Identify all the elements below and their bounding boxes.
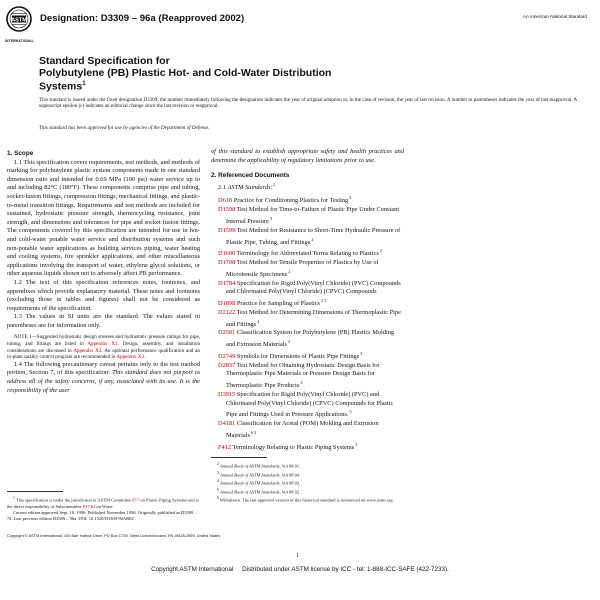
reference-code-link[interactable]: D618 [218,197,233,205]
title-line-3: Systems$^1$ [39,80,86,93]
reference-footnote-mark: 3 [354,441,358,447]
reference-code-link[interactable]: D1600 [218,250,236,258]
reference-footnote-mark: 4 [256,318,260,324]
reference-footnote-mark: 3 [348,195,352,201]
footnote-book-title: Annual Book of ASTM Standards [220,489,280,495]
designation-notice: This standard is issued under the fixed designation D3309; the number immediately following the designation indicates the year of original adoption or, in the case of revision, the year of last revision. A number in parentheses indicates the year of last reapproval. A superscript epsilon (ε) indicates an editorial change since the last revision or reapproval. [39,97,577,110]
reference-title: Symbols for Dimensions of Plastic Pipe Fittings [235,353,360,361]
reference-footnote-mark: 5 [348,409,352,415]
footnote-divider [211,457,267,458]
reference-item [211,206,404,227]
copyright-line: Copyright © ASTM International, 100 Barr Harbor Drive, PO Box C700, West Conshohocken, PA 19428-2959. United States [7,533,221,538]
footnote [211,478,404,487]
footnote-number: 6 [217,496,219,501]
dod-approval-note: This standard has been approved for use by agencies of the Department of Defense. [39,125,210,131]
scope-para-1-1: 1.1 This specification covers requirements, test methods, and methods of marking for polybutylene plastic system components made in one standard dimension ratio and intended for 0.69 MPa (100 psi) water service up to and including 82°C (180°F). These components comprise pipe and tubing, socket-fusion fittings, compression fittings, mechanical fittings, and plastic-to-metal transition fittings. Requirements and test methods are included for sustained, hydrostatic pressure strength, thermocycling resistance, joint strength, and dimensions and tolerances for pipe and socket fusion fittings. The components covered by this specification are intended for use in hot- and cold-water potable water service and distribution systems and such non-potable water applications as building services piping, water heating and cooling systems, fire sprinkler applications, and other miscellaneous applications involving the transport of water, ethylene glycol solutions, or other aqueous liquids shown not to adversely affect PB performance. [7,158,200,278]
reference-item [211,247,404,259]
left-column [7,150,200,395]
footnote-book-title: Annual Book of ASTM Standards [220,472,280,478]
reference-title: Classification for Acetal (POM) Molding and Extrusion Materials [226,420,379,439]
reference-title: Test Method for Resistance to Short-Time Hydraulic Pressure of Plastic Pipe, Tubing, and Fittings [226,226,401,246]
appendix-x3-link[interactable]: Appendix X3 [116,354,144,361]
reference-title: Specification for Rigid Poly(Vinyl Chloride) (PVC) Compounds and Chlorinated Poly(Vinyl Chloride) (CPVC) Compounds [226,279,401,296]
footnote-text: 1 [13,496,15,500]
reference-code-link[interactable]: D1708 [218,259,236,267]
footnote-volume: , Vol 08.03. [279,480,301,486]
reference-code-link[interactable]: D2749 [218,353,236,361]
footnote-text: on Plastic Piping Systems and is the direct responsibility of Subcommittee [7,497,199,509]
footnote-book-title: Annual Book of ASTM Standards [220,463,280,469]
footnote-number: 4 [217,479,219,484]
footnote-book-title: Annual Book of ASTM Standards [220,480,280,486]
reference-footnote-mark: 3 [359,350,363,356]
footnote-volume: , Vol 08.01. [279,463,301,469]
footnote-number: 5 [217,487,219,492]
reference-footnote-mark: 2 [286,339,291,345]
reference-title: Practice for Sampling of Plastics [235,300,321,308]
right-column [211,148,404,452]
committee-link[interactable]: F17 [132,497,140,503]
footnotes-left [7,491,200,522]
svg-text:ASTM: ASTM [11,17,27,24]
reference-title: Test Method for Tensile Properties of Plastics by Use of Microtensile Specimens [226,259,379,278]
reference-title: Terminology Relating to Plastic Piping Systems [231,443,355,451]
page-number: 1 [296,553,299,559]
reference-item [211,441,404,453]
reference-footnote-mark: 2 [310,236,314,242]
reference-code-link[interactable]: F412 [218,443,232,451]
document-title [39,56,369,93]
title-footnote-mark: 1 [82,81,86,88]
reference-item [211,329,404,350]
reference-code-link[interactable]: D3915 [218,390,236,398]
title-line-1: Standard Specification for [39,55,170,67]
astm-logo-icon [6,6,32,36]
title-line-2: Polybutylene (PB) Plastic Hot- and Cold-Water Distribution [39,66,332,79]
reference-footnote-mark: 2 [378,248,382,254]
footnote-number: 3 [217,470,219,475]
committee-link[interactable]: F17.61 [82,503,96,509]
reference-title: Terminology for Abbreviated Terms Relating to Plastics [235,250,379,258]
footnote-volume: , Vol 08.04. [279,472,301,478]
reference-item [211,391,404,420]
footnote [211,487,404,496]
appendix-x2-link[interactable]: Appendix X2 [73,347,102,354]
reference-code-link[interactable]: D2837 [218,361,236,369]
reference-title: Specification for Rigid Poly(Vinyl Chloride) (PVC) and Chlorinated Poly(Vinyl Chloride) (CPVC) Compounds for Plastic Pipe and Fittings Used in Pressure Applications. [226,390,394,419]
scope-note-1: NOTE 1—Suggested hydrostatic design stresses and hydrostatic pressure ratings for pipe, tubing, and fittings are listed in Appendix X1. Design, assembly, and installation considerations are discussed in Appendix X2. An optional performance qualification and an in-plant quality control program are recommended in Appendix X3. [7,334,201,361]
scope-para-1-3: 1.3 The values in SI units are the standard. The values stated in parentheses are for information only. [7,313,200,329]
reference-code-link[interactable]: D2581 [218,329,236,337]
footnote-text: Current edition approved Sept. 10, 1996. Published November 1996. Originally published as D3309 – 74. Last previous edition D3309 – 96a. DOI: 10.1520/D3309-96AR02. [7,509,197,521]
reference-item [211,420,404,441]
reference-list [211,194,404,452]
designation: Designation: D3309 – 96a (Reapproved 2002) [40,13,245,24]
reference-footnote-mark: 3 [299,380,303,386]
appendix-x1-link[interactable]: Appendix X1 [87,341,118,348]
footnote-text: This specification is under the jurisdiction of ASTM Committee [14,497,133,503]
footnote [7,510,200,522]
reference-code-link[interactable]: D4181 [218,420,236,428]
reference-title: Practice for Conditioning Plastics for Testing [232,197,349,205]
reference-item [211,362,404,391]
reference-item [211,259,404,280]
footnote-text: Withdrawn. The last approved version of this historical standard is referenced on www.astm.org. [218,497,394,503]
reference-title: Test Method for Determining Dimensions of Thermoplastic Pipe and Fittings [226,308,401,328]
refdocs-heading: 2. Referenced Documents [211,172,290,180]
footnote-number: 2 [217,462,219,466]
reference-item [211,350,404,362]
scope-para-1-4-continued: of this standard to establish appropriate safety and health practices and determine the applicability of regulatory limitations prior to use. [211,148,404,164]
footnote-divider [7,491,63,492]
reference-code-link[interactable]: D2122 [218,308,236,316]
reference-footnote-mark: 3 [268,216,272,221]
ans-label: An American National Standard [522,14,587,19]
footnotes-right [211,457,404,504]
reference-item [211,194,404,206]
reference-footnote-mark: 2 5 [320,298,327,304]
scope-heading: 1. Scope [7,150,34,157]
reference-code-link[interactable]: D1599 [218,226,236,234]
scope-para-1-4: 1.4 The following precautionary caveat pertains only to the test method portion, Section 7, of this specification: This standard does not purport to address all of the safety concerns, if any, associated with its use. It is the responsibility of the user [7,360,200,394]
footnote [211,470,404,479]
reference-item [211,280,404,297]
reference-code-link[interactable]: D1784 [218,279,236,287]
footnote-text: on Water. [95,503,114,509]
reference-code-link[interactable]: D1598 [218,206,236,214]
reference-item [211,309,404,330]
reference-title: Classification System for Polybutylene (PB) Plastics Molding and Extrusion Materials [226,329,395,349]
reference-footnote-mark: 2 [287,268,291,274]
footnote-volume: , Vol 08.02. [279,489,301,495]
org-label: INTERNATIONAL [5,39,34,43]
footnote [211,461,404,470]
reference-item [211,297,404,309]
license-footer: Copyright ASTM International Distributed under ASTM license by ICC - tel: 1-888-ICC-SAFE (422-7233). [151,566,449,573]
refdocs-intro: 2.1 ASTM Standards:$^2$ [218,181,275,191]
footnote [7,495,200,510]
reference-footnote-mark: 6 3 [249,429,257,435]
scope-para-1-2: 1.2 The text of this specification references notes, footnotes, and appendixes which provide explanatory material. These notes and footnotes (excluding those in tables and figures) shall not be considered as requirements of the specification. [7,278,200,312]
footnote [211,495,404,504]
reference-title: Test Method for Obtaining Hydrostatic Design Basis for Thermoplastic Pipe Materials or Pressure Design Basis for Thermoplastic Pipe Products [226,361,380,390]
reference-title: Test Method for Time-to-Failure of Plastic Pipe Under Constant Internal Pressure [226,206,400,226]
reference-item [211,227,404,248]
reference-code-link[interactable]: D1898 [218,300,236,308]
